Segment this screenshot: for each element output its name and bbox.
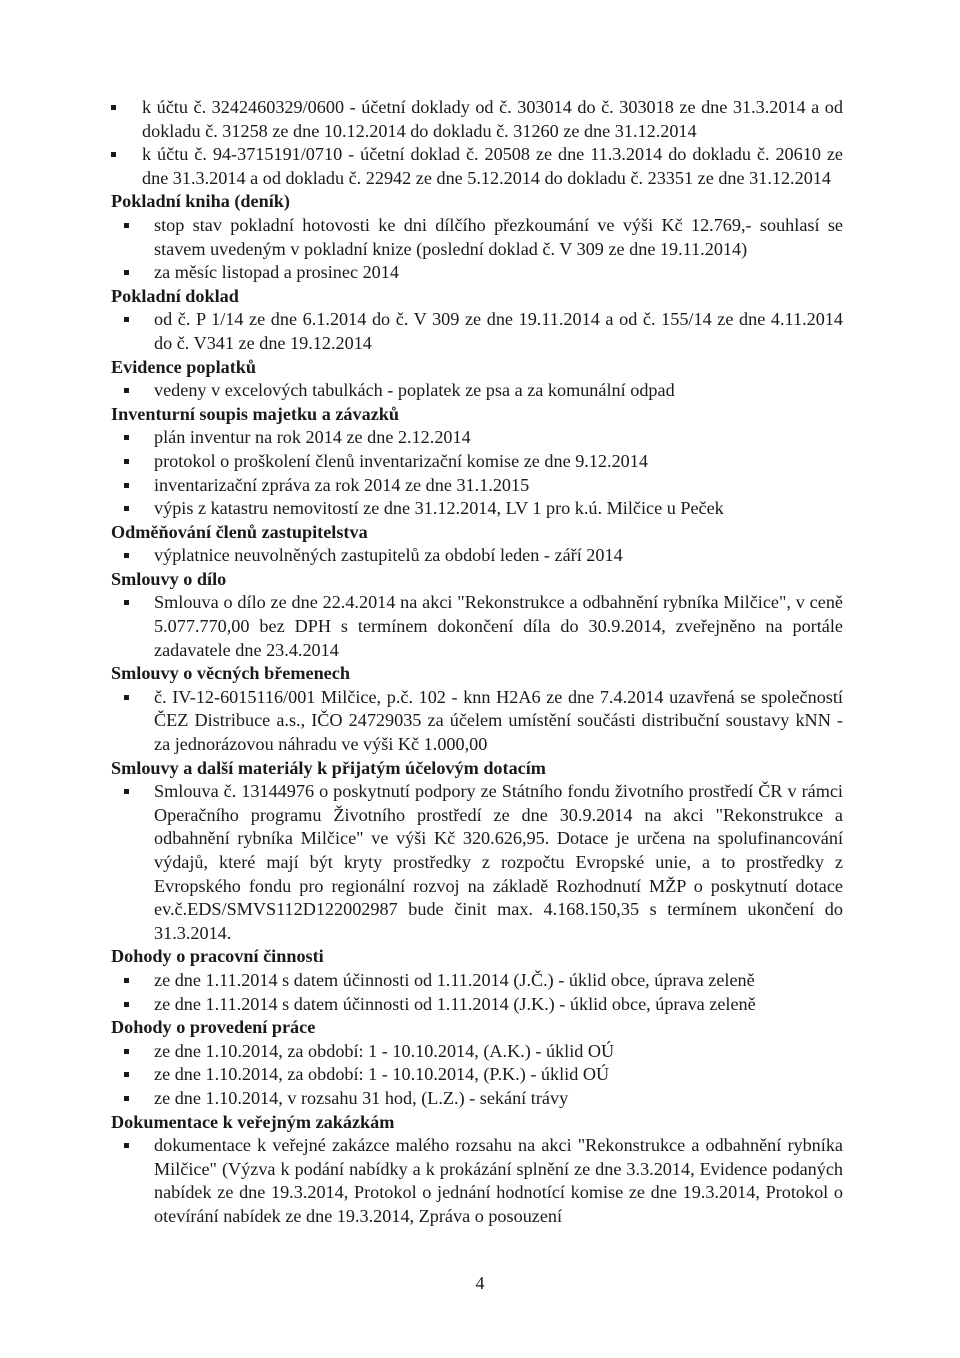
section-heading: Smlouvy o dílo [111, 568, 227, 589]
section-heading: Pokladní doklad [111, 285, 239, 306]
section-heading: Pokladní kniha (deník) [111, 191, 290, 212]
list-item: plán inventur na rok 2014 ze dne 2.12.2014 [111, 426, 843, 450]
list-item: vedeny v excelových tabulkách - poplatek ze psa a za komunální odpad [111, 379, 843, 403]
section [111, 1111, 843, 1229]
list-item: k účtu č. 94-3715191/0710 - účetní doklad č. 20508 ze dne 11.3.2014 do dokladu č. 20610 ze dne 31.3.2014 a od dokladu č. 22942 ze dne 5.12.2014 do dokladu č. 23351 ze dne 31.12.2014 [111, 143, 843, 190]
list-item: inventarizační zpráva za rok 2014 ze dne 31.1.2015 [111, 474, 843, 498]
list-item: stop stav pokladní hotovosti ke dni dílčího přezkoumání ve výši Kč 12.769,- souhlasí se stavem uvedeným v pokladní knize (poslední doklad č. V 309 ze dne 19.11.2014) [111, 214, 843, 261]
section-item-list [111, 308, 843, 355]
section [111, 190, 843, 284]
top-item-list [111, 96, 843, 190]
section-heading: Inventurní soupis majetku a závazků [111, 403, 400, 424]
section [111, 945, 843, 1016]
section-item-list [111, 214, 843, 285]
section-item-list [111, 1134, 843, 1228]
section-item-list [111, 1040, 843, 1111]
list-item: ze dne 1.10.2014, v rozsahu 31 hod, (L.Z.) - sekání trávy [111, 1087, 843, 1111]
section [111, 1016, 843, 1110]
section-item-list [111, 969, 843, 1016]
section [111, 568, 843, 662]
list-item: výpis z katastru nemovitostí ze dne 31.12.2014, LV 1 pro k.ú. Milčice u Peček [111, 497, 843, 521]
list-item: ze dne 1.10.2014, za období: 1 - 10.10.2014, (P.K.) - úklid OÚ [111, 1063, 843, 1087]
document-body [111, 96, 843, 1229]
section [111, 356, 843, 403]
list-item: ze dne 1.11.2014 s datem účinnosti od 1.11.2014 (J.K.) - úklid obce, úprava zeleně [111, 993, 843, 1017]
list-item: za měsíc listopad a prosinec 2014 [111, 261, 843, 285]
section-heading: Smlouvy o věcných břemenech [111, 663, 350, 684]
list-item: č. IV-12-6015116/001 Milčice, p.č. 102 - knn H2A6 ze dne 7.4.2014 uzavřená se společností ČEZ Distribuce a.s., IČO 24729035 za účelem umístění součásti distribuční soustavy kNN - za jednorázovou náhradu ve výši Kč 1.000,00 [111, 686, 843, 757]
section-heading: Dohody o provedení práce [111, 1017, 316, 1038]
sections-container [111, 190, 843, 1228]
section [111, 521, 843, 568]
section-item-list [111, 426, 843, 520]
section-heading: Dokumentace k veřejným zakázkám [111, 1111, 395, 1132]
list-item: ze dne 1.11.2014 s datem účinnosti od 1.11.2014 (J.Č.) - úklid obce, úprava zeleně [111, 969, 843, 993]
list-item: k účtu č. 3242460329/0600 - účetní doklady od č. 303014 do č. 303018 ze dne 31.3.2014 a od dokladu č. 31258 ze dne 10.12.2014 do dokladu č. 31260 ze dne 31.12.2014 [111, 96, 843, 143]
section-item-list [111, 686, 843, 757]
list-item: ze dne 1.10.2014, za období: 1 - 10.10.2014, (A.K.) - úklid OÚ [111, 1040, 843, 1064]
section-item-list [111, 544, 843, 568]
section [111, 662, 843, 756]
list-item: výplatnice neuvolněných zastupitelů za období leden - září 2014 [111, 544, 843, 568]
section-heading: Smlouvy a další materiály k přijatým účelovým dotacím [111, 757, 546, 778]
section-item-list [111, 591, 843, 662]
list-item: od č. P 1/14 ze dne 6.1.2014 do č. V 309 ze dne 19.11.2014 a od č. 155/14 ze dne 4.11.2014 do č. V341 ze dne 19.12.2014 [111, 308, 843, 355]
section-heading: Odměňování členů zastupitelstva [111, 521, 368, 542]
section-item-list [111, 780, 843, 945]
section-item-list [111, 379, 843, 403]
page-number: 4 [475, 1273, 485, 1293]
list-item: Smlouva č. 13144976 o poskytnutí podpory ze Státního fondu životního prostředí ČR v rámci Operačního programu Životního prostředí ze dne 30.9.2014 na akci "Rekonstrukce a odbahnění rybníka Milčice" ve výši Kč 320.626,95. Dotace je určena na spolufinancování výdajů, které mají být kryty prostředky z rozpočtu Evropské unie, a to prostředky z Evropského fondu pro regionální rozvoj na základě Rozhodnutí MŽP o poskytnutí dotace ev.č.EDS/SMVS112D122002987 bude činit max. 4.168.150,35 s termínem ukončení do 31.3.2014. [111, 780, 843, 945]
list-item: Smlouva o dílo ze dne 22.4.2014 na akci "Rekonstrukce a odbahnění rybníka Milčice", v ceně 5.077.770,00 bez DPH s termínem dokončení díla do 30.9.2014, zveřejněno na portále zadavatele dne 23.4.2014 [111, 591, 843, 662]
list-item: protokol o proškolení členů inventarizační komise ze dne 9.12.2014 [111, 450, 843, 474]
list-item: dokumentace k veřejné zakázce malého rozsahu na akci "Rekonstrukce a odbahnění rybníka Milčice" (Výzva k podání nabídky a k prokázání splnění ze dne 3.3.2014, Evidence podaných nabídek ze dne 19.3.2014, Protokol o jednání hodnotící komise ze dne 19.3.2014, Protokol o otevírání nabídek ze dne 19.3.2014, Zpráva o posouzení [111, 1134, 843, 1228]
section-heading: Evidence poplatků [111, 356, 257, 377]
section [111, 285, 843, 356]
section-heading: Dohody o pracovní činnosti [111, 946, 324, 967]
section [111, 403, 843, 521]
section [111, 757, 843, 946]
